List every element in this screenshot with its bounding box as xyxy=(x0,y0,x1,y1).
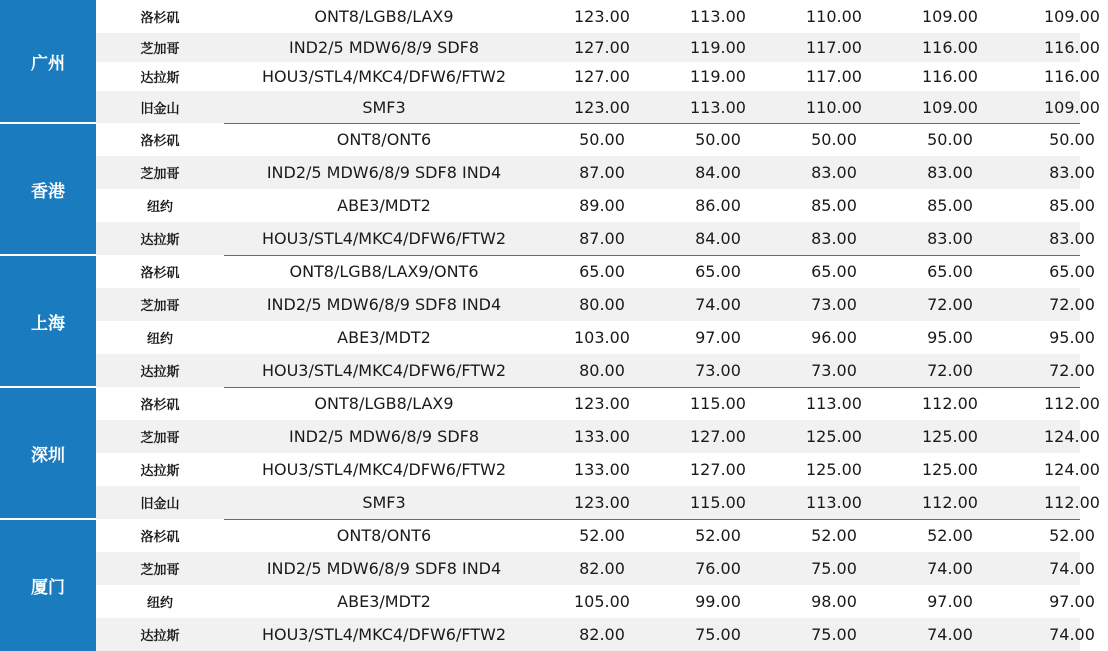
price-cell: 115.00 xyxy=(690,493,746,512)
price-cell: 117.00 xyxy=(806,67,862,86)
price-cell: 74.00 xyxy=(927,559,973,578)
price-cell: 73.00 xyxy=(811,295,857,314)
warehouse-codes-cell: ONT8/LGB8/LAX9 xyxy=(314,7,454,26)
price-cell: 73.00 xyxy=(695,361,741,380)
price-cell: 119.00 xyxy=(690,38,746,57)
price-cell: 65.00 xyxy=(927,262,973,281)
destination-cell: 芝加哥 xyxy=(140,299,180,314)
warehouse-codes-cell: IND2/5 MDW6/8/9 SDF8 xyxy=(288,427,480,446)
destination-cell: 旧金山 xyxy=(140,497,180,512)
price-cell: 72.00 xyxy=(927,295,973,314)
origin-group xyxy=(0,387,1100,519)
price-cell: 74.00 xyxy=(1049,625,1095,644)
destination-cell: 达拉斯 xyxy=(140,464,180,479)
price-cell: 82.00 xyxy=(579,625,625,644)
price-cell: 116.00 xyxy=(1044,38,1100,57)
warehouse-codes-cell: IND2/5 MDW6/8/9 SDF8 IND4 xyxy=(266,295,502,314)
warehouse-codes-cell: SMF3 xyxy=(362,97,406,117)
origin-group xyxy=(0,0,1100,123)
price-cell: 85.00 xyxy=(811,196,857,215)
price-cell: 52.00 xyxy=(927,526,973,545)
price-cell: 65.00 xyxy=(695,262,741,281)
warehouse-codes-cell: ONT8/ONT6 xyxy=(336,130,432,149)
table-row xyxy=(96,0,1100,33)
destination-cell: 芝加哥 xyxy=(140,563,180,578)
warehouse-codes-cell: HOU3/STL4/MKC4/DFW6/FTW2 xyxy=(261,625,507,644)
destination-cell: 纽约 xyxy=(146,332,173,347)
price-cell: 112.00 xyxy=(1044,493,1100,512)
price-cell: 95.00 xyxy=(927,328,973,347)
group-divider xyxy=(224,387,1080,388)
price-cell: 72.00 xyxy=(1049,361,1095,380)
table-row xyxy=(96,62,1100,91)
price-cell: 97.00 xyxy=(927,592,973,611)
price-cell: 85.00 xyxy=(1049,196,1095,215)
warehouse-codes-cell: ONT8/ONT6 xyxy=(336,526,432,545)
destination-cell: 达拉斯 xyxy=(140,629,180,644)
price-cell: 83.00 xyxy=(927,229,973,248)
price-cell: 116.00 xyxy=(922,38,978,57)
origin-group xyxy=(0,123,1095,255)
origin-divider xyxy=(0,122,96,124)
price-cell: 52.00 xyxy=(811,526,857,545)
group-divider xyxy=(224,123,1080,124)
price-cell: 99.00 xyxy=(695,592,741,611)
price-cell: 75.00 xyxy=(811,625,857,644)
price-cell: 113.00 xyxy=(690,7,746,26)
origin-divider xyxy=(0,518,96,520)
price-cell: 72.00 xyxy=(927,361,973,380)
price-cell: 110.00 xyxy=(806,97,862,117)
group-divider xyxy=(224,255,1080,256)
price-cell: 65.00 xyxy=(811,262,857,281)
table-row xyxy=(96,420,1100,453)
price-cell: 109.00 xyxy=(1044,7,1100,26)
price-cell: 109.00 xyxy=(922,97,978,117)
destination-cell: 洛杉矶 xyxy=(140,266,180,281)
warehouse-codes-cell: SMF3 xyxy=(362,493,406,512)
price-cell: 119.00 xyxy=(690,67,746,86)
origin-divider xyxy=(0,386,96,388)
price-cell: 50.00 xyxy=(579,130,625,149)
origin-city-label: 厦门 xyxy=(0,519,96,651)
price-cell: 123.00 xyxy=(574,7,630,26)
warehouse-codes-cell: ABE3/MDT2 xyxy=(337,328,431,347)
price-cell: 89.00 xyxy=(579,196,625,215)
destination-cell: 旧金山 xyxy=(140,101,180,117)
price-cell: 125.00 xyxy=(922,427,978,446)
price-cell: 117.00 xyxy=(806,38,862,57)
origin-city-label: 广州 xyxy=(0,0,96,123)
price-cell: 127.00 xyxy=(574,38,630,57)
price-cell: 127.00 xyxy=(574,67,630,86)
price-cell: 112.00 xyxy=(922,493,978,512)
warehouse-codes-cell: HOU3/STL4/MKC4/DFW6/FTW2 xyxy=(261,361,507,380)
price-cell: 83.00 xyxy=(1049,229,1095,248)
table-row xyxy=(96,552,1095,585)
price-cell: 123.00 xyxy=(574,97,630,117)
price-cell: 123.00 xyxy=(574,394,630,413)
table-row xyxy=(96,618,1095,651)
destination-cell: 芝加哥 xyxy=(140,431,180,446)
destination-cell: 洛杉矶 xyxy=(140,398,180,413)
warehouse-codes-cell: HOU3/STL4/MKC4/DFW6/FTW2 xyxy=(261,229,507,248)
price-cell: 80.00 xyxy=(579,361,625,380)
price-cell: 124.00 xyxy=(1044,460,1100,479)
table-row xyxy=(96,222,1095,255)
price-cell: 87.00 xyxy=(579,163,625,182)
price-cell: 127.00 xyxy=(690,427,746,446)
table-row xyxy=(96,91,1100,123)
price-cell: 84.00 xyxy=(695,163,741,182)
table-row xyxy=(96,387,1100,420)
price-cell: 127.00 xyxy=(690,460,746,479)
price-cell: 116.00 xyxy=(1044,67,1100,86)
price-cell: 109.00 xyxy=(1044,97,1100,117)
price-cell: 97.00 xyxy=(1049,592,1095,611)
price-cell: 65.00 xyxy=(579,262,625,281)
group-divider xyxy=(224,519,1080,520)
table-row xyxy=(96,189,1095,222)
warehouse-codes-cell: HOU3/STL4/MKC4/DFW6/FTW2 xyxy=(261,460,507,479)
price-cell: 52.00 xyxy=(1049,526,1095,545)
price-cell: 123.00 xyxy=(574,493,630,512)
table-row xyxy=(96,156,1095,189)
table-row xyxy=(96,321,1095,354)
price-cell: 73.00 xyxy=(811,361,857,380)
destination-cell: 芝加哥 xyxy=(140,42,180,57)
price-cell: 50.00 xyxy=(1049,130,1095,149)
table-row xyxy=(96,288,1095,321)
warehouse-codes-cell: ONT8/LGB8/LAX9/ONT6 xyxy=(289,262,479,281)
price-cell: 50.00 xyxy=(695,130,741,149)
price-cell: 75.00 xyxy=(695,625,741,644)
price-cell: 83.00 xyxy=(811,163,857,182)
price-cell: 52.00 xyxy=(695,526,741,545)
price-cell: 84.00 xyxy=(695,229,741,248)
price-cell: 50.00 xyxy=(927,130,973,149)
destination-cell: 达拉斯 xyxy=(140,365,180,380)
price-cell: 85.00 xyxy=(927,196,973,215)
price-cell: 116.00 xyxy=(922,67,978,86)
destination-cell: 芝加哥 xyxy=(140,167,180,182)
destination-cell: 达拉斯 xyxy=(140,233,180,248)
origin-group xyxy=(0,519,1095,651)
price-cell: 110.00 xyxy=(806,7,862,26)
price-cell: 95.00 xyxy=(1049,328,1095,347)
table-row xyxy=(96,519,1095,552)
price-cell: 82.00 xyxy=(579,559,625,578)
warehouse-codes-cell: IND2/5 MDW6/8/9 SDF8 IND4 xyxy=(266,163,502,182)
price-cell: 86.00 xyxy=(695,196,741,215)
table-row xyxy=(96,33,1100,62)
warehouse-codes-cell: ONT8/LGB8/LAX9 xyxy=(314,394,454,413)
price-cell: 72.00 xyxy=(1049,295,1095,314)
destination-cell: 洛杉矶 xyxy=(140,530,180,545)
warehouse-codes-cell: IND2/5 MDW6/8/9 SDF8 IND4 xyxy=(266,559,502,578)
price-cell: 76.00 xyxy=(695,559,741,578)
price-cell: 65.00 xyxy=(1049,262,1095,281)
table-row xyxy=(96,453,1100,486)
price-cell: 115.00 xyxy=(690,394,746,413)
price-cell: 103.00 xyxy=(574,328,630,347)
price-cell: 74.00 xyxy=(695,295,741,314)
origin-group xyxy=(0,255,1095,387)
price-cell: 83.00 xyxy=(1049,163,1095,182)
price-cell: 112.00 xyxy=(1044,394,1100,413)
price-cell: 113.00 xyxy=(806,493,862,512)
price-cell: 112.00 xyxy=(922,394,978,413)
price-cell: 109.00 xyxy=(922,7,978,26)
price-cell: 113.00 xyxy=(806,394,862,413)
price-cell: 133.00 xyxy=(574,460,630,479)
table-row xyxy=(96,486,1100,519)
price-cell: 125.00 xyxy=(922,460,978,479)
origin-city-label: 香港 xyxy=(0,123,96,255)
destination-cell: 纽约 xyxy=(146,200,173,215)
price-cell: 74.00 xyxy=(927,625,973,644)
origin-city-label: 深圳 xyxy=(0,387,96,519)
price-cell: 83.00 xyxy=(927,163,973,182)
price-cell: 105.00 xyxy=(574,592,630,611)
price-cell: 124.00 xyxy=(1044,427,1100,446)
price-cell: 125.00 xyxy=(806,427,862,446)
price-cell: 74.00 xyxy=(1049,559,1095,578)
price-cell: 83.00 xyxy=(811,229,857,248)
warehouse-codes-cell: HOU3/STL4/MKC4/DFW6/FTW2 xyxy=(261,67,507,86)
price-cell: 113.00 xyxy=(690,97,746,117)
price-cell: 125.00 xyxy=(806,460,862,479)
destination-cell: 纽约 xyxy=(146,596,173,611)
destination-cell: 洛杉矶 xyxy=(140,11,180,26)
warehouse-codes-cell: ABE3/MDT2 xyxy=(337,196,431,215)
table-row xyxy=(96,585,1095,618)
price-cell: 75.00 xyxy=(811,559,857,578)
price-cell: 96.00 xyxy=(811,328,857,347)
origin-city-label: 上海 xyxy=(0,255,96,387)
price-cell: 133.00 xyxy=(574,427,630,446)
price-cell: 97.00 xyxy=(695,328,741,347)
price-cell: 50.00 xyxy=(811,130,857,149)
table-row xyxy=(96,123,1095,156)
warehouse-codes-cell: ABE3/MDT2 xyxy=(337,592,431,611)
price-cell: 98.00 xyxy=(811,592,857,611)
destination-cell: 达拉斯 xyxy=(140,71,180,86)
warehouse-codes-cell: IND2/5 MDW6/8/9 SDF8 xyxy=(288,38,480,57)
table-row xyxy=(96,354,1095,387)
price-cell: 52.00 xyxy=(579,526,625,545)
table-row xyxy=(96,255,1095,288)
destination-cell: 洛杉矶 xyxy=(140,134,180,149)
origin-divider xyxy=(0,254,96,256)
price-cell: 87.00 xyxy=(579,229,625,248)
price-cell: 80.00 xyxy=(579,295,625,314)
